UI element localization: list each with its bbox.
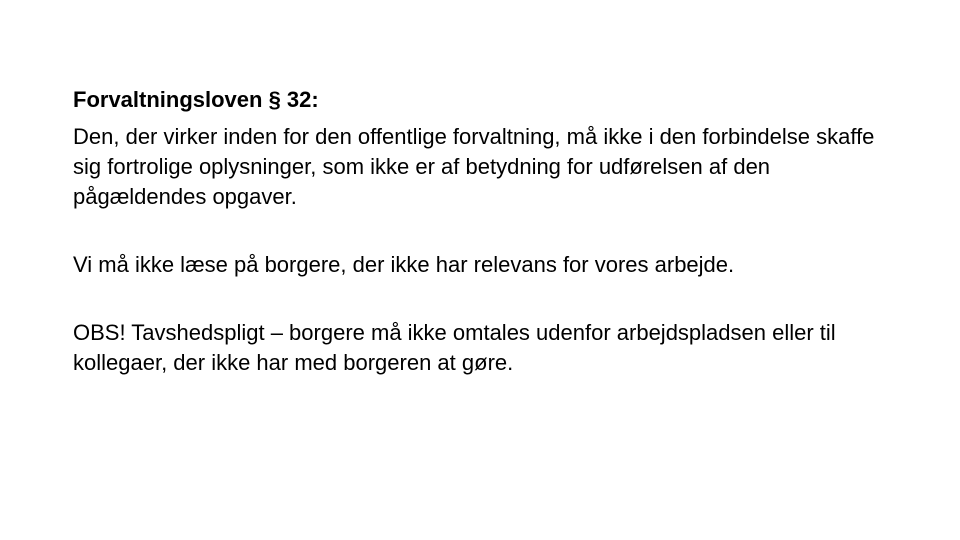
confidentiality-note: OBS! Tavshedspligt – borgere må ikke omtales udenfor arbejdspladsen eller til kollegaer, der ikke har med borgeren at gøre.	[73, 320, 836, 375]
slide-content	[73, 84, 893, 378]
spacer	[73, 280, 893, 318]
spacer	[73, 212, 893, 250]
relevance-paragraph: Vi må ikke læse på borgere, der ikke har relevans for vores arbejde.	[73, 252, 735, 277]
law-heading: Forvaltningsloven § 32:	[73, 87, 319, 112]
law-text-paragraph: Den, der virker inden for den offentlige forvaltning, må ikke i den forbindelse skaffe sig fortrolige oplysninger, som ikke er af betydning for udførelsen af den pågældendes opgaver.	[73, 124, 875, 209]
